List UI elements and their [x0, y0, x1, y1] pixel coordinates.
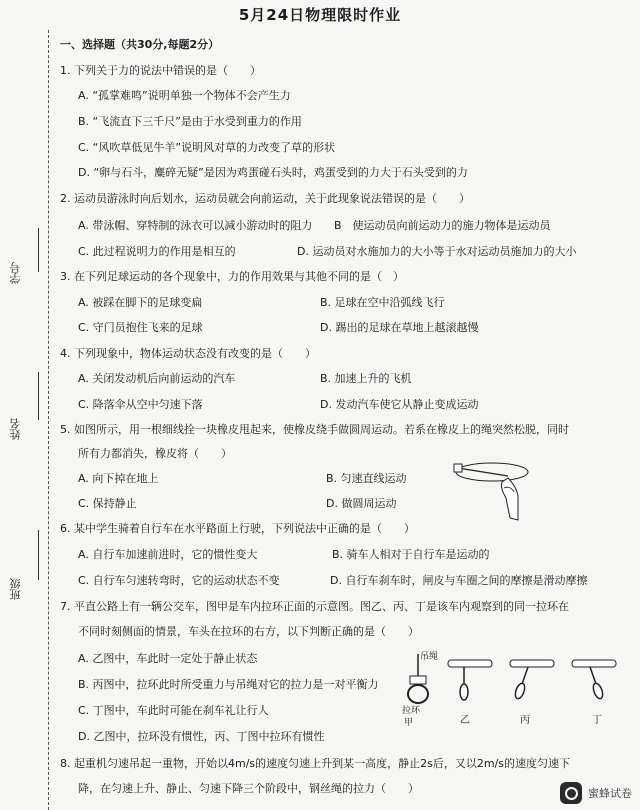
- fig-label-yi: 乙: [460, 715, 470, 726]
- q5-stem-line2: 所有力都消失，橡皮将（ ）: [78, 447, 232, 460]
- watermark: [560, 782, 632, 804]
- student-name-label: 姓名: [9, 418, 22, 440]
- binding-dashed-line: [48, 30, 49, 810]
- q7-stem-line2: 不同时刻侧面的情景，车头在拉环的右方，以下判断正确的是（ ）: [78, 625, 419, 638]
- q7-stem-line1: 7. 平直公路上有一辆公交车，图甲是车内拉环正面的示意图。图乙、丙、丁是该车内观察到的同一拉环在: [60, 600, 569, 613]
- watermark-logo-icon: [560, 782, 582, 804]
- q7-option-a: A. 乙图中，车此时一定处于静止状态: [78, 652, 258, 665]
- fig-label-lahuan: 拉环: [402, 706, 421, 716]
- q6-option-a: A. 自行车加速前进时，它的惯性变大: [78, 548, 258, 561]
- q4-option-c: C. 降落伞从空中匀速下落: [78, 398, 203, 411]
- q2-option-c: C. 此过程说明力的作用是相互的: [78, 245, 236, 258]
- q3-option-c: C. 守门员抱住飞来的足球: [78, 321, 203, 334]
- q1-option-b: B. “飞流直下三千尺”是由于水受到重力的作用: [78, 115, 302, 128]
- fig-label-diaosheng: 吊绳: [420, 652, 439, 662]
- q6-stem: 6. 某中学生骑着自行车在水平路面上行驶，下列说法中正确的是（ ）: [60, 522, 415, 535]
- q4-stem: 4. 下列现象中，物体运动状态没有改变的是（ ）: [60, 347, 316, 360]
- student-id-label: 学号: [9, 262, 22, 284]
- q5-option-c: C. 保持静止: [78, 497, 137, 510]
- q2-option-a: A. 带泳帽、穿特制的泳衣可以减小游动时的阻力: [78, 219, 313, 232]
- q7-option-b: B. 丙图中，拉环此时所受重力与吊绳对它的拉力是一对平衡力: [78, 678, 379, 691]
- q8-stem-line1: 8. 起重机匀速吊起一重物，开始以4m/s的速度匀速上升到某一高度，静止2s后，又以2m/s的速度匀速下: [60, 757, 571, 770]
- q4-option-b: B. 加速上升的飞机: [320, 372, 412, 385]
- q1-option-d: D. “卵与石斗，麋碎无疑”是因为鸡蛋碰石头时，鸡蛋受到的力大于石头受到的力: [78, 166, 468, 179]
- section-heading: 一、选择题（共30分,每题2分）: [60, 38, 220, 51]
- q1-option-c: C. “风吹草低见牛羊”说明风对草的力改变了草的形状: [78, 141, 336, 154]
- q1-option-a: A. “孤掌难鸣”说明单独一个物体不会产生力: [78, 89, 291, 102]
- watermark-text: 蜜蜂试卷: [588, 787, 632, 800]
- q5-stem-line1: 5. 如图所示，用一根细线拴一块橡皮甩起来，使橡皮绕手做圆周运动。若系在橡皮上的绳突然松脱，同时: [60, 423, 569, 436]
- q1-stem: 1. 下列关于力的说法中错误的是（ ）: [60, 64, 261, 77]
- student-name-line: [38, 372, 39, 420]
- page-title: 5月24日物理限时作业: [238, 6, 402, 24]
- q6-option-b: B. 骑车人相对于自行车是运动的: [332, 548, 490, 561]
- rubber-rotation-figure: [452, 458, 532, 530]
- q2-option-d: D. 运动员对水施加力的大小等于水对运动员施加力的大小: [297, 245, 577, 258]
- q2-option-b: B 使运动员向前运动力的施力物体是运动员: [334, 219, 551, 232]
- q3-option-d: D. 踢出的足球在草地上越滚越慢: [320, 321, 479, 334]
- q4-option-d: D. 发动汽车使它从静止变成运动: [320, 398, 479, 411]
- q8-stem-line2: 降，在匀速上升、静止、匀速下降三个阶段中，钢丝绳的拉力（ ）: [78, 782, 419, 795]
- student-id-line: [38, 228, 39, 272]
- fig-label-jia: 甲: [404, 718, 414, 728]
- class-label: 班级: [9, 578, 22, 600]
- q5-option-b: B. 匀速直线运动: [326, 472, 407, 485]
- q6-option-c: C. 自行车匀速转弯时，它的运动状态不变: [78, 574, 280, 587]
- q3-option-a: A. 被踩在脚下的足球变扁: [78, 296, 203, 309]
- q3-option-b: B. 足球在空中沿弧线飞行: [320, 296, 445, 309]
- q7-option-c: C. 丁图中，车此时可能在刹车礼让行人: [78, 704, 269, 717]
- q6-option-d: D. 自行车刹车时，闸皮与车圈之间的摩擦是滑动摩擦: [330, 574, 588, 587]
- q7-option-d: D. 乙图中，拉环没有惯性，丙、丁图中拉环有惯性: [78, 730, 325, 743]
- q5-option-a: A. 向下掉在地上: [78, 472, 159, 485]
- fig-label-ding: 丁: [592, 715, 602, 726]
- q4-option-a: A. 关闭发动机后向前运动的汽车: [78, 372, 236, 385]
- q2-stem: 2. 运动员游泳时向后划水，运动员就会向前运动，关于此现象说法错误的是（ ）: [60, 192, 470, 205]
- q3-stem: 3. 在下列足球运动的各个现象中，力的作用效果与其他不同的是（ ）: [60, 270, 404, 283]
- class-line: [38, 530, 39, 580]
- fig-label-bing: 丙: [520, 715, 530, 726]
- q5-option-d: D. 做圆周运动: [326, 497, 397, 510]
